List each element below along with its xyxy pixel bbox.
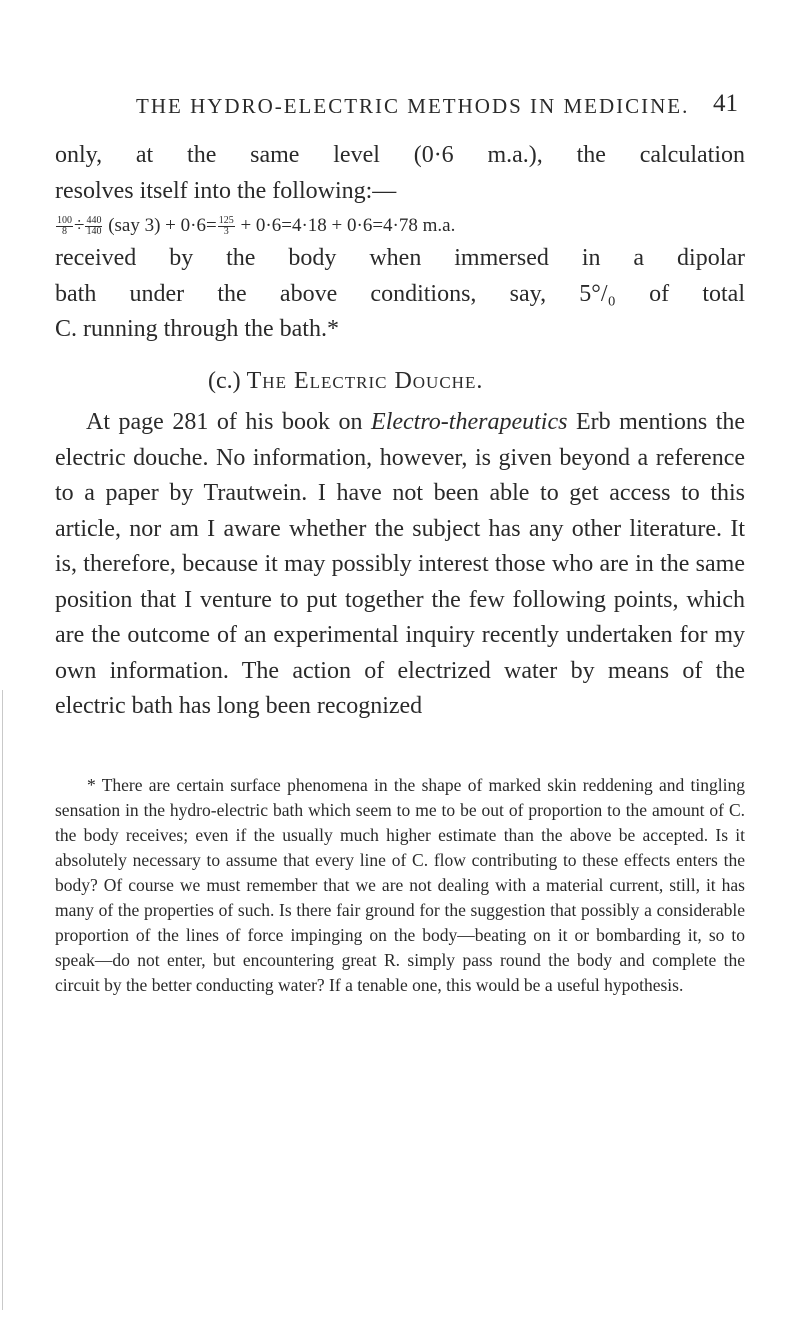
footnote-text: * There are certain surface phenomena in the shape of marked skin reddening and tingling sensation in the hydro-electric bath which seem to me to be out of proportion to the amount of C. the body receives; even if the usually much higher estimate than the above be accepted. Is it absolutely necessary to assume that every line of C. flow contributing to these effects enters the body? Of course we must remember that we are not dealing with a material current, still, it has many of the properties of such. Is there fair ground for the suggestion that possibly a considerable proportion of the lines of force impinging on the body—beating on it or bombarding it, so to speak—do not enter, but encountering great R. simply pass round the body and complete the circuit by the better conducting water? If a tenable one, this would be a useful hypothesis.: [55, 775, 745, 995]
running-title: THE HYDRO-ELECTRIC METHODS IN MEDICINE.: [136, 94, 690, 118]
running-header: [100, 90, 738, 124]
text-line: C. running through the bath.*: [55, 316, 339, 342]
fraction: $\frac{125}{3}$: [218, 215, 234, 238]
text-line: resolves itself into the following:—: [55, 177, 397, 204]
fraction: $\frac{440}{140}$: [86, 215, 102, 238]
page-number: 41: [713, 90, 738, 117]
text-line: bath under the above conditions, say, 5°/₀ of total: [55, 280, 745, 307]
book-title: Electro-therapeutics: [371, 409, 568, 435]
text-line: received by the body when immersed in a dipolar: [55, 245, 745, 271]
fraction: $\frac{100}{8}$: [57, 215, 72, 238]
section-label: (c.): [208, 367, 241, 394]
calculation-formula: $\frac{100}{8}$ ÷ $\frac{440}{140}$ (say 3) + 0·6= $\frac{125}{3}$ + 0·6=4·18 + 0·6=4·78 m.a.: [57, 215, 456, 238]
main-text: [55, 138, 745, 725]
page-edge-shadow: [2, 690, 3, 1310]
section-heading: [55, 364, 745, 400]
text-line: only, at the same level (0·6 m.a.), the calculation: [55, 142, 745, 168]
paragraph: At page 281 of his book on Electro-therapeutics Erb mentions the electric douche. No information, however, is given beyond a reference to a paper by Trautwein. I have not been able to get access to this article, nor am I aware whether the subject has any other literature. It is, therefore, because it may possibly interest those who are in the same position that I venture to put together the few following points, which are the outcome of an experimental inquiry recently undertaken for my own information. The action of electrized water by means of the electric bath has long been recognized: [55, 409, 746, 719]
footnote: [55, 773, 745, 998]
section-title: The Electric Douche.: [246, 367, 484, 394]
